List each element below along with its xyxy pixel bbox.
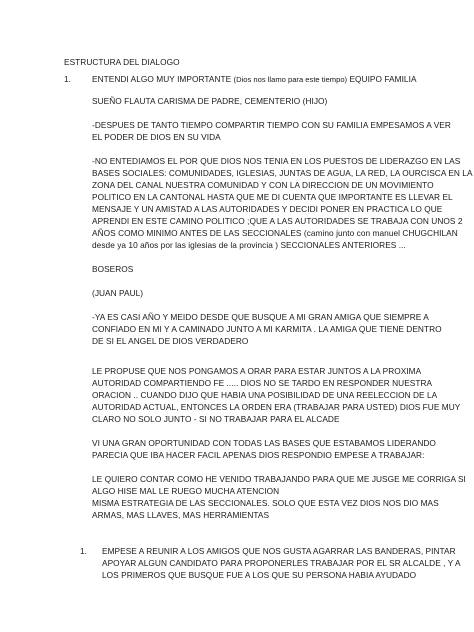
paragraph-line: AUTORIDAD COMPARTIENDO FE ..... DIOS NO SE TARDO EN RESPONDER NUESTRA <box>92 378 433 388</box>
list-item-2-line: APOYAR ALGUN CANDIDATO PARA PROPONERLES TRABAJAR POR EL SR ALCALDE , Y A <box>102 558 461 568</box>
paragraph-line: APRENDI EN ESTE CAMINO POLITICO ;QUE A LAS AUTORIDADES SE TRABAJA CON UNOS 2 <box>92 216 463 226</box>
paragraph-line: BASES SOCIALES: COMUNIDADES, IGLESIAS, JUNTAS DE AGUA, LA RED, LA OURCISCA EN LA <box>92 168 473 178</box>
paragraph-line: LE QUIERO CONTAR COMO HE VENIDO TRABAJANDO PARA QUE ME JUSGE ME CORRIGA SI <box>92 474 466 484</box>
paragraph-line: PARECIA QUE IBA HACER FACIL APENAS DIOS RESPONDIO EMPESE A TRABAJAR: <box>92 450 425 460</box>
list-item-2-line: EMPESE A REUNIR A LOS AMIGOS QUE NOS GUSTA AGARRAR LAS BANDERAS, PINTAR <box>102 546 456 556</box>
section-label: BOSEROS <box>92 264 134 274</box>
list-number: 1. <box>80 546 87 556</box>
list-item-1 <box>92 74 417 85</box>
paragraph-line: DE SI EL ANGEL DE DIOS VERDADERO <box>92 336 249 346</box>
paragraph-line: desde ya 10 años por las iglesias de la provincia ) SECCIONALES ANTERIORES ... <box>92 240 406 250</box>
paragraph-line: -YA ES CASI AÑO Y MEIDO DESDE QUE BUSQUE A MI GRAN AMIGA QUE SIEMPRE A <box>92 312 429 322</box>
list-item-2-line: LOS PRIMEROS QUE BUSQUE FUE A LOS QUE SU PERSONA HABIA AYUDADO <box>102 570 417 580</box>
paragraph-line: -NO ENTEDIAMOS EL POR QUE DIOS NOS TENIA EN LOS PUESTOS DE LIDERAZGO EN LAS <box>92 156 461 166</box>
paragraph-line: MENSAJE Y UN AMISTAD A LAS AUTORIDADES Y DECIDI PONER EN PRACTICA LO QUE <box>92 204 443 214</box>
paragraph-line: MISMA ESTRATEGIA DE LAS SECCIONALES. SOLO QUE ESTA VEZ DIOS NOS DIO MAS <box>92 498 439 508</box>
list-item-1-parenthetical: (Dios nos llamo para este tiempo) <box>233 75 348 84</box>
paragraph-line: ALGO HISE MAL LE RUEGO MUCHA ATENCION <box>92 486 280 496</box>
list-item-1-text-a: ENTENDI ALGO MUY IMPORTANTE <box>92 74 234 84</box>
paragraph-line: EL PODER DE DIOS EN SU VIDA <box>92 132 221 142</box>
list-number: 1. <box>64 74 71 84</box>
paragraph-line: CLARO NO SOLO JUNTO - SI NO TRABAJAR PARA EL ALCADE <box>92 414 340 424</box>
paragraph-line: VI UNA GRAN OPORTUNIDAD CON TODAS LAS BASES QUE ESTABAMOS LIDERANDO <box>92 438 436 448</box>
section-label: (JUAN PAUL) <box>92 288 144 298</box>
paragraph-line: POLITICO EN LA CANTONAL HASTA QUE ME DI CUENTA QUE IMPORTANTE ES LLEVAR EL <box>92 192 453 202</box>
paragraph-line: ZONA DEL CANAL NUESTRA COMUNIDAD Y CON LA DIRECCION DE UN MOVIMIENTO <box>92 180 434 190</box>
paragraph-line: -DESPUES DE TANTO TIEMPO COMPARTIR TIEMPO CON SU FAMILIA EMPESAMOS A VER <box>92 120 451 130</box>
paragraph-line: SUEÑO FLAUTA CARISMA DE PADRE, CEMENTERIO (HIJO) <box>92 96 328 106</box>
paragraph-line: CONFIADO EN MI Y A CAMINADO JUNTO A MI KARMITA . LA AMIGA QUE TIENE DENTRO <box>92 324 442 334</box>
document-title: ESTRUCTURA DEL DIALOGO <box>64 57 180 67</box>
paragraph-line: LE PROPUSE QUE NOS PONGAMOS A ORAR PARA ESTAR JUNTOS A LA PROXIMA <box>92 366 422 376</box>
paragraph-line: AÑOS COMO MINIMO ANTES DE LAS SECCIONALES (camino junto con manuel CHUGCHILAN <box>92 228 458 238</box>
paragraph-line: AUTORIDAD ACTUAL, ENTONCES LA ORDEN ERA (TRABAJAR PARA USTED) DIOS FUE MUY <box>92 402 461 412</box>
paragraph-line: ORACION .. CUANDO DIJO QUE HABIA UNA POSIBILIDAD DE UNA REELECCION DE LA <box>92 390 438 400</box>
paragraph-line: ARMAS, MAS LLAVES, MAS HERRAMIENTAS <box>92 510 270 520</box>
list-item-1-text-c: EQUIPO FAMILIA <box>347 74 417 84</box>
